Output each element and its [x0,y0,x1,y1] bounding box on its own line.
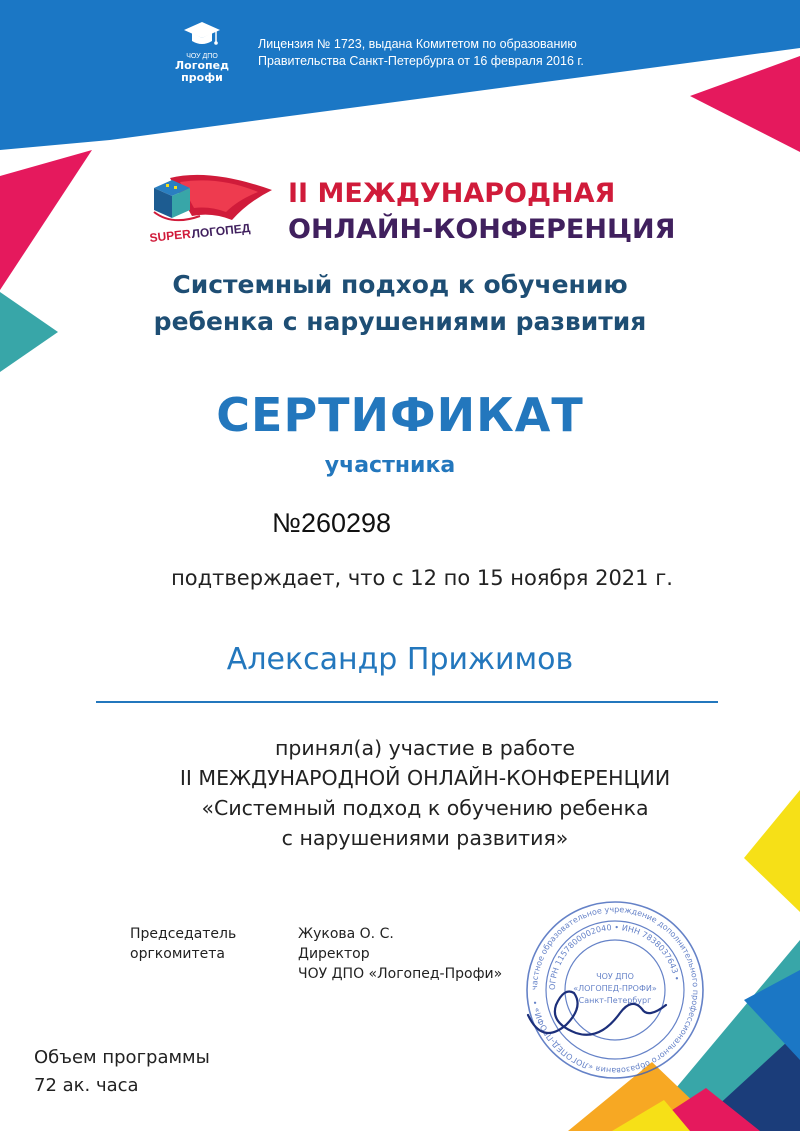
recipient-name: Александр Прижимов [226,642,574,677]
participation-line1: принял(а) участие в работе [274,736,576,760]
conference-title [288,176,675,248]
signatory-person [298,924,502,984]
role-line1: Председатель [130,926,237,942]
license-line1: Лицензия № 1723, выдана Комитетом по образованию [258,37,577,51]
school-logo-small-text: ЧОУ ДПО [186,53,218,60]
stamp-inner-text: ОГРН 1157800002040 • ИНН 7838037643 • [547,922,682,991]
left-magenta-triangle [0,150,92,290]
person-name: Жукова О. С. [298,926,394,942]
svg-text:SUPER: SUPER [148,226,192,245]
license-line2: Правительства Санкт-Петербурга от 16 февраля 2016 г. [258,54,584,68]
participation-line2: II МЕЖДУНАРОДНОЙ ОНЛАЙН-КОНФЕРЕНЦИИ [179,766,671,790]
left-teal-triangle [0,292,58,372]
certificate-number: №260298 [272,508,392,538]
license-info [258,36,584,70]
header-blue-band [0,0,800,150]
graduation-cap-icon [183,20,221,48]
school-logo-line2: профи [181,71,223,84]
program-volume [34,1044,210,1100]
role-line2: оргкомитета [130,946,225,962]
participation-text [60,733,790,853]
recipient-underline [96,701,718,703]
person-title: Директор [298,946,370,962]
conference-title-line2: ОНЛАЙН-КОНФЕРЕНЦИЯ [288,214,676,245]
topic-line1: Системный подход к обучению [172,270,628,299]
program-volume-label: Объем программы [34,1047,210,1068]
official-stamp [520,895,710,1085]
stamp-center-line2: «ЛОГОПЕД-ПРОФИ» [573,984,657,993]
conference-topic [100,266,700,340]
superlogoped-logo [140,168,290,252]
svg-text:ЛОГОПЕД: ЛОГОПЕД [190,220,251,241]
confirmation-text: подтверждает, что с 12 по 15 ноября 2021 г. [171,566,673,590]
person-organization: ЧОУ ДПО «Логопед-Профи» [298,966,503,982]
participation-line4: с нарушениями развития» [281,826,569,850]
school-logo-line1: Логопед [175,59,229,72]
signatory-role [130,924,236,964]
program-volume-hours: 72 ак. часа [34,1075,139,1096]
stamp-center-line1: ЧОУ ДПО [596,972,634,981]
certificate-subtitle: участника [324,453,456,478]
topic-line2: ребенка с нарушениями развития [153,307,647,336]
participation-line3: «Системный подход к обучению ребенка [201,796,649,820]
top-right-red-triangle [690,56,800,152]
certificate-title: СЕРТИФИКАТ [216,388,584,442]
school-logo [170,20,234,84]
stamp-ring-text: частное образовательное учреждение дополнительного профессионального образования «ЛОГОПЕД-ПРОФИ» • [529,904,701,1076]
conference-title-line1: II МЕЖДУНАРОДНАЯ [288,178,616,209]
stamp-center-line3: Санкт-Петербург [578,996,652,1005]
